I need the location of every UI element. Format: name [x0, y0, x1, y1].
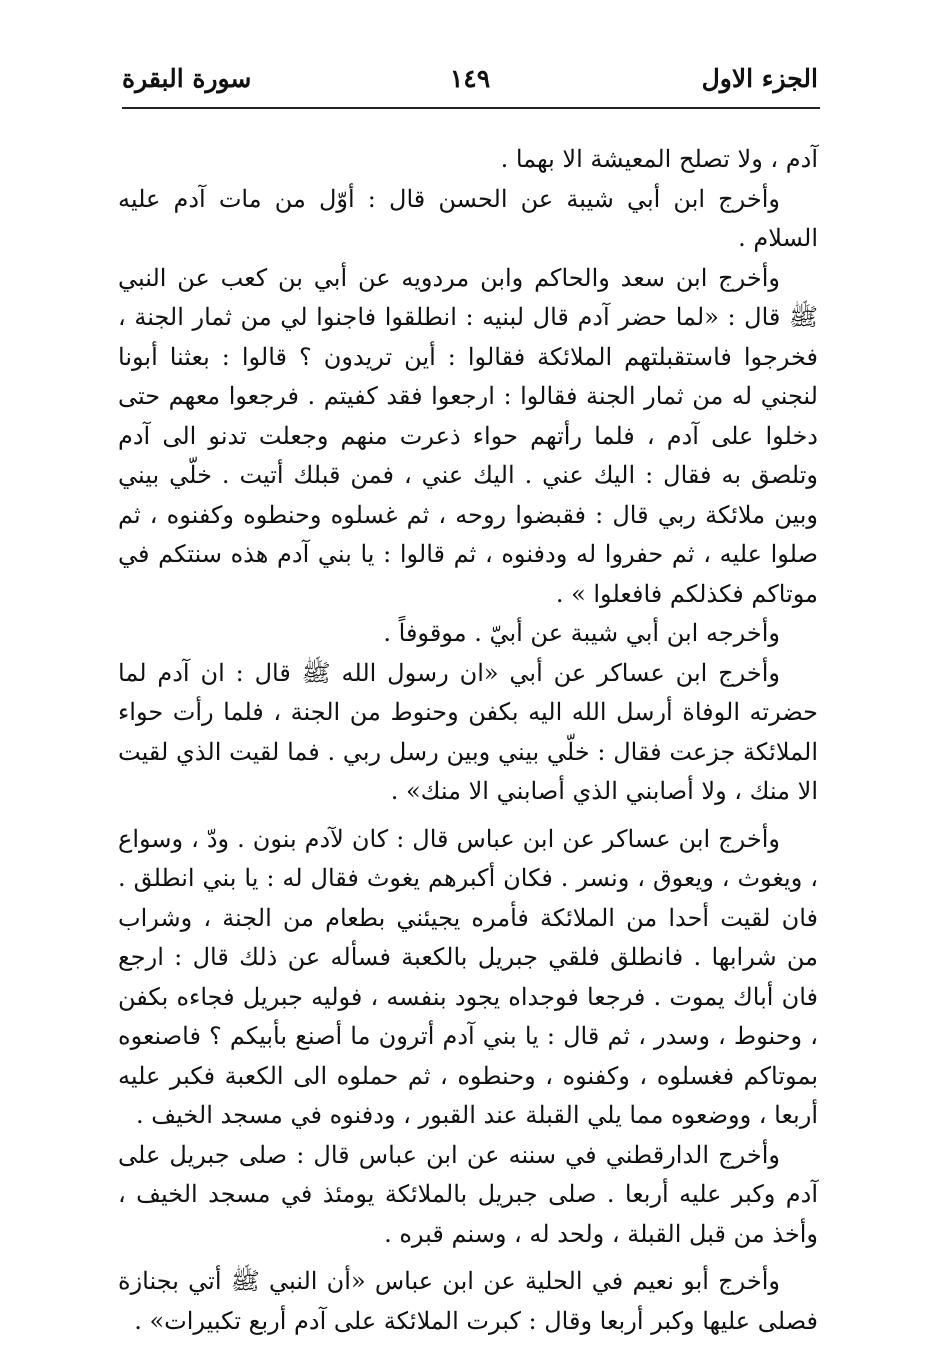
paragraph: آدم ، ولا تصلح المعيشة الا بهما .	[500, 145, 818, 173]
paragraph: وأخرج أبو نعيم في الحلية عن ابن عباس «أن النبي ﷺ أتي بجنازة فصلى عليها وكبر أربعا وقال : كبرت الملائكة على آدم أربع تكبيرات» .	[118, 1267, 818, 1335]
page-body	[118, 140, 818, 1341]
paragraph: وأخرجه ابن أبي شيبة عن أبيّ . موقوفاً .	[383, 619, 780, 647]
page-header	[122, 60, 818, 102]
paragraph: وأخرج الدارقطني في سننه عن ابن عباس قال : صلى جبريل على آدم وكبر عليه أربعا . صلى جبريل بالملائكة يومئذ في مسجد الخيف ، وأخذ من قبل القبلة ، ولحد له ، وسنم قبره .	[118, 1140, 818, 1248]
paragraph: وأخرج ابن سعد والحاكم وابن مردويه عن أبي بن كعب عن النبي ﷺ قال : «لما حضر آدم قال لبنيه : انطلقوا فاجنوا لي من ثمار الجنة ، فخرجوا فاستقبلتهم الملائكة فقالوا : أين تريدون ؟ قالوا : بعثنا أبونا لنجني له من ثمار الجنة فقالوا : ارجعوا فقد كفيتم . فرجعوا معهم حتى دخلوا على آدم ، فلما رأتهم حواء ذعرت منهم وجعلت تدنو الى آدم وتلصق به فقال : اليك عني . اليك عني ، فمن قبلك أتيت . خلّي بيني وبين ملائكة ربي قال : فقبضوا روحه ، ثم غسلوه وحنطوه وكفنوه ، ثم صلوا عليه ، ثم حفروا له ودفنوه ، ثم قالوا : يا بني آدم هذه سنتكم في موتاكم فكذلكم فافعلوا » .	[118, 263, 818, 608]
paragraph: وأخرج ابن عساكر عن أبي «ان رسول الله ﷺ قال : ان آدم لما حضرته الوفاة أرسل الله اليه بكفن وحنوط من الجنة ، فلما رأت حواء الملائكة جزعت فقال : خلّي بيني وبين رسل ربي . فما لقيت الذي لقيت الا منك ، ولا أصابني الذي أصابني الا منك» .	[118, 658, 819, 805]
paragraph: وأخرج ابن أبي شيبة عن الحسن قال : أوّل من مات آدم عليه السلام .	[118, 184, 818, 252]
part-title: الجزء الاول	[701, 64, 818, 93]
page-number: ١٤٩	[449, 64, 491, 93]
paragraph: وأخرج ابن عساكر عن ابن عباس قال : كان لآدم بنون . ودّ ، وسواع ، ويغوث ، ويعوق ، ونسر . فكان أكبرهم يغوث فقال له : يا بني انطلق . فان لقيت أحدا من الملائكة فأمره يجيئني بطعام من الجنة ، وشراب من شرابها . فانطلق فلقي جبريل بالكعبة فسأله عن ذلك قال : ارجع فان أباك يموت . فرجعا فوجداه يجود بنفسه ، فوليه جبريل فجاءه بكفن ، وحنوط ، وسدر ، ثم قال : يا بني آدم أترون ما أصنع بأبيكم ؟ فاصنعوه بموتاكم فغسلوه ، وكفنوه ، وحنطوه ، ثم حملوه الى الكعبة فكبر عليه أربعا ، ووضعوه مما يلي القبلة عند القبور ، ودفنوه في مسجد الخيف .	[118, 824, 818, 1129]
surah-title: سورة البقرة	[122, 64, 252, 93]
header-divider	[122, 107, 820, 109]
